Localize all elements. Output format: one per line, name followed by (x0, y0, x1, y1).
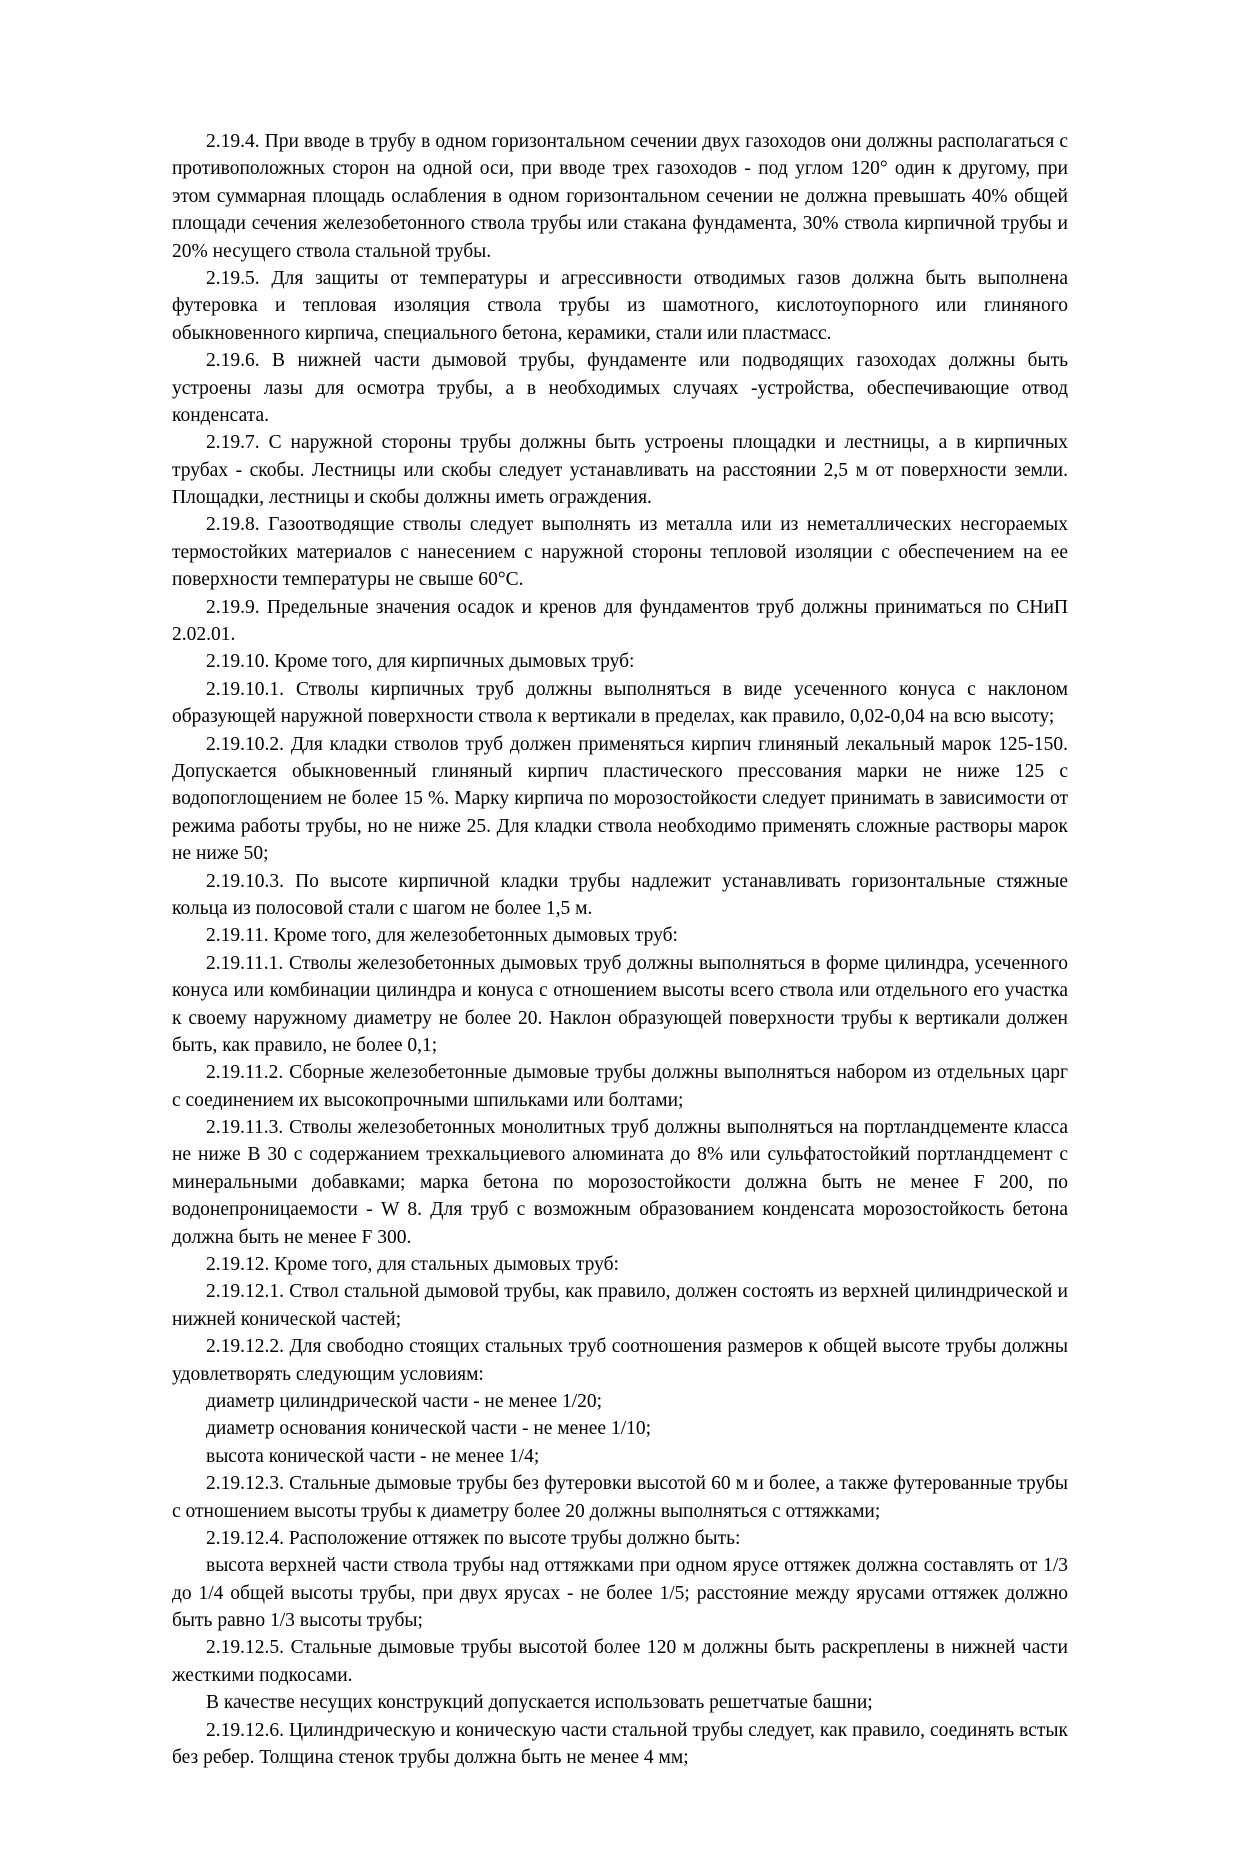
paragraph-2-19-4: 2.19.4. При вводе в трубу в одном горизонтальном сечении двух газоходов они должны располагаться с противоположных сторон на одной оси, при вводе трех газоходов - под углом 120° один к другому, при этом суммарная площадь ослабления в одном горизонтальном сечении не должна превышать 40% общей площади сечения железобетонного ствола трубы или стакана фундамента, 30% ствола кирпичной трубы и 20% несущего ствола стальной трубы. (172, 131, 1068, 262)
paragraph-2-19-11-3: 2.19.11.3. Стволы железобетонных монолитных труб должны выполняться на портландцементе класса не ниже В 30 с содержанием трехкальциевого алюмината до 8% или сульфатостойкий портландцемент с минеральными добавками; марка бетона по морозостойкости должна быть не менее F 200, по водонепроницаемости - W 8. Для труб с возможным образованием конденсата морозостойкость бетона должна быть не менее F 300. (172, 1117, 1068, 1248)
paragraph-2-19-12-1: 2.19.12.1. Ствол стальной дымовой трубы, как правило, должен состоять из верхней цилиндрической и нижней конической частей; (172, 1281, 1068, 1330)
paragraph-2-19-10-1: 2.19.10.1. Стволы кирпичных труб должны выполняться в виде усеченного конуса с наклоном образующей наружной поверхности ствола к вертикали в пределах, как правило, 0,02-0,04 на всю высоту; (172, 678, 1068, 728)
paragraph-2-19-12-2: 2.19.12.2. Для свободно стоящих стальных труб соотношения размеров к общей высоте трубы должны удовлетворять следующим условиям: (172, 1336, 1068, 1385)
list-item-diameter-conical-base: диаметр основания конической части - не менее 1/10; (206, 1418, 652, 1440)
paragraph-2-19-11: 2.19.11. Кроме того, для железобетонных дымовых труб: (206, 925, 678, 947)
paragraph-2-19-12-6: 2.19.12.6. Цилиндрическую и коническую части стальной трубы следует, как правило, соединять встык без ребер. Толщина стенок трубы должна быть не менее 4 мм; (172, 1719, 1068, 1769)
paragraph-2-19-10: 2.19.10. Кроме того, для кирпичных дымовых труб: (206, 651, 635, 673)
paragraph-2-19-10-3: 2.19.10.3. По высоте кирпичной кладки трубы надлежит устанавливать горизонтальные стяжные кольца из полосовой стали с шагом не более 1,5 м. (172, 870, 1068, 919)
paragraph-2-19-12-5: 2.19.12.5. Стальные дымовые трубы высотой более 120 м должны быть раскреплены в нижней части жесткими подкосами. (172, 1637, 1068, 1686)
paragraph-lattice-towers: В качестве несущих конструкций допускается использовать решетчатые башни; (206, 1692, 873, 1714)
paragraph-2-19-8: 2.19.8. Газоотводящие стволы следует выполнять из металла или из неметаллических несгораемых термостойких материалов с нанесением с наружной стороны тепловой изоляции с обеспечением на ее поверхности температуры не свыше 60°С. (172, 514, 1068, 591)
paragraph-2-19-9: 2.19.9. Предельные значения осадок и кренов для фундаментов труб должны приниматься по СНиП 2.02.01. (172, 596, 1068, 646)
paragraph-2-19-12-3: 2.19.12.3. Стальные дымовые трубы без футеровки высотой 60 м и более, а также футерованные трубы с отношением высоты трубы к диаметру более 20 должны выполняться с оттяжками; (172, 1473, 1068, 1522)
paragraph-2-19-10-2: 2.19.10.2. Для кладки стволов труб должен применяться кирпич глиняный лекальный марок 125-150. Допускается обыкновенный глиняный кирпич пластического прессования марки не ниже 125 с водопоглощением не более 15 %. Марку кирпича по морозостойкости следует принимать в зависимости от режима работы трубы, но не ниже 25. Для кладки ствола необходимо применять сложные растворы марок не ниже 50; (172, 733, 1068, 865)
paragraph-2-19-7: 2.19.7. С наружной стороны трубы должны быть устроены площадки и лестницы, а в кирпичных трубах - скобы. Лестницы или скобы следует устанавливать на расстоянии 2,5 м от поверхности земли. Площадки, лестницы и скобы должны иметь ограждения. (172, 432, 1068, 509)
paragraph-guy-placement-detail: высота верхней части ствола трубы над оттяжками при одном ярусе оттяжек должна составлять от 1/3 до 1/4 общей высоты трубы, при двух ярусах - не более 1/5; расстояние между ярусами оттяжек должно быть равно 1/3 высоты трубы; (172, 1555, 1068, 1632)
paragraph-2-19-12: 2.19.12. Кроме того, для стальных дымовых труб: (206, 1254, 619, 1276)
paragraph-2-19-6: 2.19.6. В нижней части дымовой трубы, фундаменте или подводящих газоходах должны быть устроены лазы для осмотра трубы, а в необходимых случаях -устройства, обеспечивающие отвод конденсата. (172, 350, 1068, 426)
document-body (172, 128, 1068, 1771)
paragraph-2-19-5: 2.19.5. Для защиты от температуры и агрессивности отводимых газов должна быть выполнена футеровка и тепловая изоляция ствола трубы из шамотного, кислотоупорного или глиняного обыкновенного кирпича, специального бетона, керамики, стали или пластмасс. (172, 267, 1068, 344)
paragraph-2-19-11-1: 2.19.11.1. Стволы железобетонных дымовых труб должны выполняться в форме цилиндра, усеченного конуса или комбинации цилиндра и конуса с отношением высоты всего ствола или отдельного его участка к своему наружному диаметру не более 20. Наклон образующей поверхности трубы к вертикали должен быть, как правило, не более 0,1; (172, 952, 1068, 1056)
list-item-diameter-cylindrical: диаметр цилиндрической части - не менее 1/20; (206, 1390, 603, 1412)
paragraph-2-19-11-2: 2.19.11.2. Сборные железобетонные дымовые трубы должны выполняться набором из отдельных царг с соединением их высокопрочными шпильками или болтами; (172, 1062, 1068, 1111)
list-item-height-conical: высота конической части - не менее 1/4; (206, 1445, 540, 1467)
paragraph-2-19-12-4: 2.19.12.4. Расположение оттяжек по высоте трубы должно быть: (206, 1527, 741, 1549)
